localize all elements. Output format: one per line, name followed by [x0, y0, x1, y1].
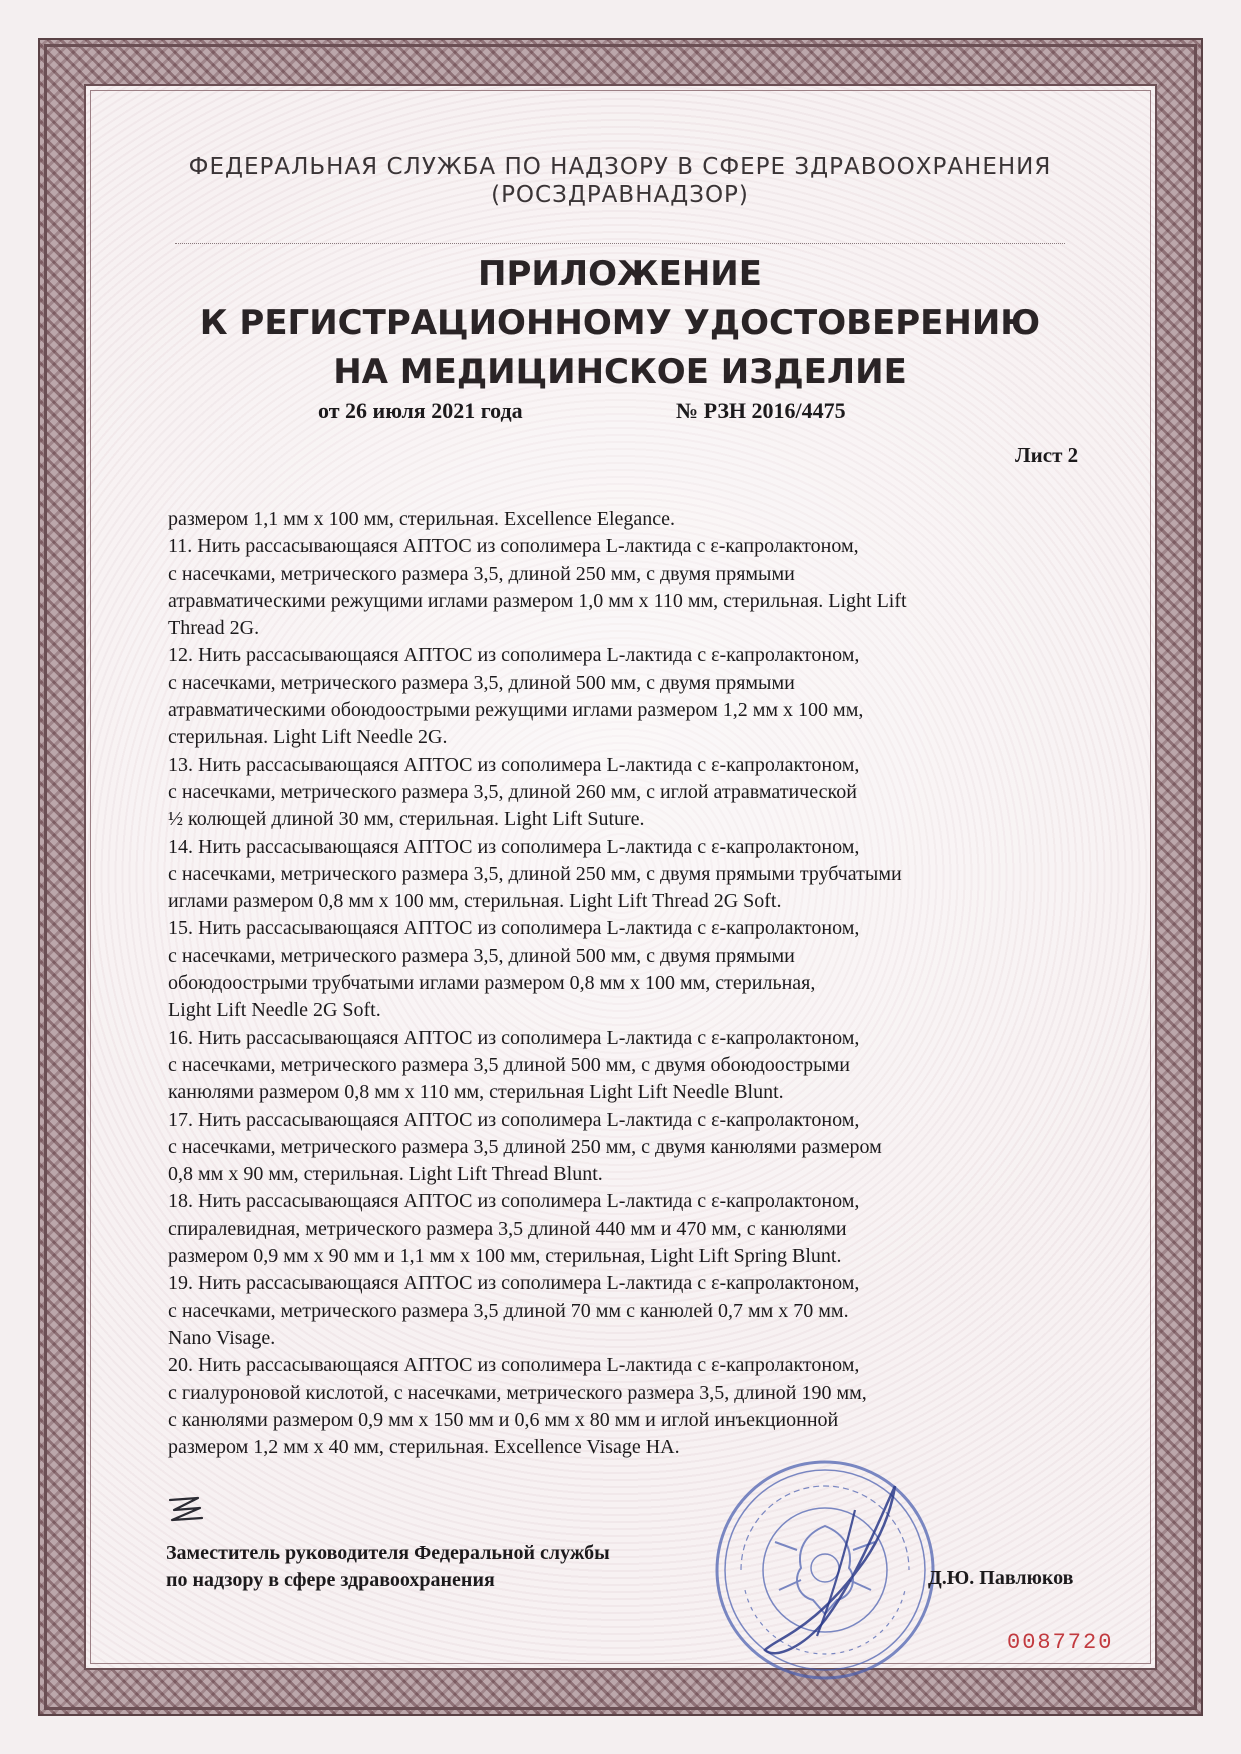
body-line: 11. Нить рассасывающаяся АПТОС из сополимера L-лактида с ε-капролактоном,: [168, 535, 859, 558]
body-line: с насечками, метрического размера 3,5, длиной 250 мм, с двумя прямыми: [168, 562, 795, 585]
body-line: с насечками, метрического размера 3,5, длиной 500 мм, с двумя прямыми: [168, 944, 795, 967]
body-line: с насечками, метрического размера 3,5 длиной 70 мм с канюлей 0,7 мм х 70 мм.: [168, 1299, 849, 1322]
official-seal-stamp: [705, 1450, 945, 1690]
body-line: 0,8 мм х 90 мм, стерильная. Light Lift Thread Blunt.: [168, 1163, 603, 1186]
body-line: с насечками, метрического размера 3,5 длиной 500 мм, с двумя обоюдоострыми: [168, 1053, 850, 1076]
signatory-position-line-2: по надзору в сфере здравоохранения: [166, 1569, 495, 1591]
body-line: 13. Нить рассасывающаяся АПТОС из сополимера L-лактида с ε-капролактоном,: [168, 753, 860, 776]
title-line-1: ПРИЛОЖЕНИЕ: [478, 254, 762, 294]
body-line: атравматическими обоюдоострыми режущими иглами размером 1,2 мм х 100 мм,: [168, 699, 864, 722]
body-line: с насечками, метрического размера 3,5, длиной 260 мм, с иглой атравматической: [168, 780, 857, 803]
signatory-position: [166, 1540, 610, 1594]
signatory-position-line-1: Заместитель руководителя Федеральной службы: [166, 1542, 610, 1564]
sheet-number: Лист 2: [1015, 443, 1079, 467]
body-line: спиралевидная, метрического размера 3,5 длиной 440 мм и 470 мм, с канюлями: [168, 1217, 847, 1240]
body-line: 19. Нить рассасывающаяся АПТОС из сополимера L-лактида с ε-капролактоном,: [168, 1272, 860, 1295]
body-line: размером 1,1 мм х 100 мм, стерильная. Excellence Elegance.: [168, 508, 676, 530]
body-line: Thread 2G.: [168, 617, 260, 640]
body-line: 16. Нить рассасывающаяся АПТОС из сополимера L-лактида с ε-капролактоном,: [168, 1026, 860, 1049]
body-line: с канюлями размером 0,9 мм х 150 мм и 0,6 мм х 80 мм и иглой инъекционной: [168, 1408, 839, 1431]
body-line: размером 1,2 мм х 40 мм, стерильная. Excellence Visage HA.: [168, 1436, 680, 1459]
body-line: обоюдоострыми трубчатыми иглами размером 0,8 мм х 100 мм, стерильная,: [168, 972, 816, 995]
body-line: 15. Нить рассасывающаяся АПТОС из сополимера L-лактида с ε-капролактоном,: [168, 917, 860, 940]
body-line: Light Lift Needle 2G Soft.: [168, 999, 381, 1022]
signatory-name: Д.Ю. Павлюков: [928, 1567, 1074, 1589]
body-line: 20. Нить рассасывающаяся АПТОС из сополимера L-лактида с ε-капролактоном,: [168, 1354, 860, 1377]
title-line-2: К РЕГИСТРАЦИОННОМУ УДОСТОВЕРЕНИЮ: [199, 303, 1041, 343]
body-line: размером 0,9 мм х 90 мм и 1,1 мм х 100 мм, стерильная, Light Lift Spring Blunt.: [168, 1245, 842, 1268]
header-divider: [175, 243, 1065, 244]
body-line: иглами размером 0,8 мм х 100 мм, стерильная. Light Lift Thread 2G Soft.: [168, 890, 782, 913]
body-line: с насечками, метрического размера 3,5 длиной 250 мм, с двумя канюлями размером: [168, 1135, 882, 1158]
initials-mark: [164, 1492, 208, 1526]
agency-header: [120, 153, 1120, 209]
body-line: канюлями размером 0,8 мм х 110 мм, стерильная Light Lift Needle Blunt.: [168, 1081, 784, 1104]
agency-short-name: (РОСЗДРАВНАДЗОР): [491, 182, 749, 208]
registration-number: № РЗН 2016/4475: [676, 398, 846, 423]
body-line: Nano Visage.: [168, 1326, 276, 1349]
body-line: с гиалуроновой кислотой, с насечками, метрического размера 3,5, длиной 190 мм,: [168, 1381, 867, 1404]
body-line: 14. Нить рассасывающаяся АПТОС из сополимера L-лактида с ε-капролактоном,: [168, 835, 860, 858]
body-line: 18. Нить рассасывающаяся АПТОС из сополимера L-лактида с ε-капролактоном,: [168, 1190, 860, 1213]
agency-name: ФЕДЕРАЛЬНАЯ СЛУЖБА ПО НАДЗОРУ В СФЕРЕ ЗДРАВООХРАНЕНИЯ: [188, 154, 1052, 180]
body-line: 17. Нить рассасывающаяся АПТОС из сополимера L-лактида с ε-капролактоном,: [168, 1108, 860, 1131]
document-title: [120, 250, 1120, 397]
body-line: с насечками, метрического размера 3,5, длиной 250 мм, с двумя прямыми трубчатыми: [168, 862, 902, 885]
document-date: от 26 июля 2021 года: [318, 398, 523, 423]
title-line-3: НА МЕДИЦИНСКОЕ ИЗДЕЛИЕ: [333, 352, 907, 392]
registration-body-text: [168, 506, 1108, 1461]
form-serial-number: 0087720: [1007, 1630, 1114, 1655]
body-line: 12. Нить рассасывающаяся АПТОС из сополимера L-лактида с ε-капролактоном,: [168, 644, 860, 667]
body-line: с насечками, метрического размера 3,5, длиной 500 мм, с двумя прямыми: [168, 671, 795, 694]
body-line: ½ колющей длиной 30 мм, стерильная. Light Lift Suture.: [168, 808, 645, 831]
body-line: стерильная. Light Lift Needle 2G.: [168, 726, 448, 749]
body-line: атравматическими режущими иглами размером 1,0 мм х 110 мм, стерильная. Light Lift: [168, 589, 907, 612]
